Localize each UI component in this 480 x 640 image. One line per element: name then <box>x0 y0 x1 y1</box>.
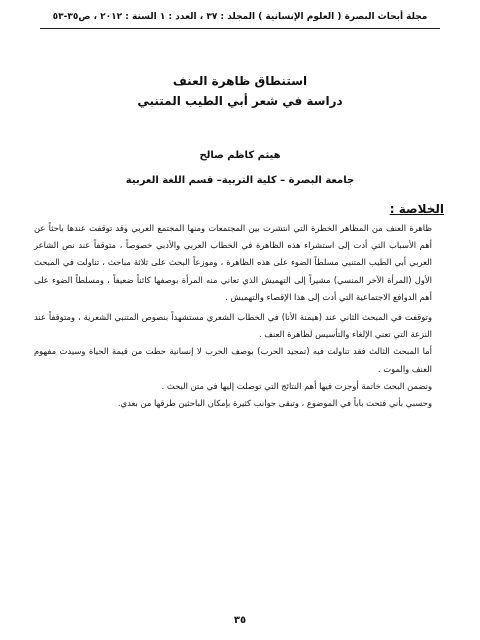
abstract-paragraph-3: أما المبحث الثالث فقد تناولت فيه (تمجيد الحرب) بوصف الحرب لا إنسانية حطت من قيمة الحياة وسيدت مفهوم العنف والموت . <box>34 346 432 374</box>
author-name: هيثم كاظم صالح <box>199 150 281 161</box>
article-subtitle: دراسة في شعر أبي الطيب المتنبي <box>137 94 343 108</box>
page-number: ٣٥ <box>233 615 247 626</box>
article-title: استنطاق ظاهرة العنف <box>172 74 308 88</box>
author-affiliation: جامعة البصرة – كلية التربية– قسم اللغة العربية <box>125 175 355 186</box>
abstract-paragraph-4: وتضمن البحث خاتمة أوجزت فيها أهم النتائج التي توصلت إليها في متن البحث . <box>161 380 432 391</box>
abstract-heading: الخلاصة : <box>389 202 444 216</box>
header-divider <box>40 28 440 29</box>
abstract-paragraph-1: ظاهرة العنف من المظاهر الخطرة التي انتشرت بين المجتمعات ومنها المجتمع العربي وقد توقفت عندها باحثاً عن أهم الأسباب التي أدت إلى استشراء هذه الظاهرة في الخطاب العربي والأدبي خصوصاً ، متوقفاً عند نص الشاعر العربي أبي الطيب المتنبي مسلطاً الضوء على هذه الظاهرة ، وموزعاً البحث على ثلاثة مباحث ، تناولت في المبحث الأول (المرأة الآخر المنسي) مشيراً إلى التهميش الذي تعاني منه المرأة بوصفها كائناً ضعيفاً ، ومسلطاً الضوء على أهم الدوافع الاجتماعية التي أدت إلى هذا الإقصاء والتهميش . <box>34 223 432 302</box>
running-header: مجلة أبحاث البصرة ( العلوم الإنسانية ) المجلد : ٣٧ ، العدد : ١ السنة : ٢٠١٢ ، ص٣٥-٥٣ <box>52 12 428 22</box>
abstract-body <box>34 220 446 412</box>
abstract-paragraph-5: وحسبي بأني فتحت باباً في الموضوع ، وتبقى جوانب كثيرة بإمكان الباحثين طرقها من بعدي. <box>117 398 432 409</box>
abstract-paragraph-2: وتوقفت في المبحث الثاني عند (هيمنة الأنا) في الخطاب الشعري مستشهداً بنصوص المتنبي الشعرية ، ومتوقفاً عند النزعة التي تعني الإلغاء والتأسيس لظاهرة العنف . <box>34 312 432 340</box>
